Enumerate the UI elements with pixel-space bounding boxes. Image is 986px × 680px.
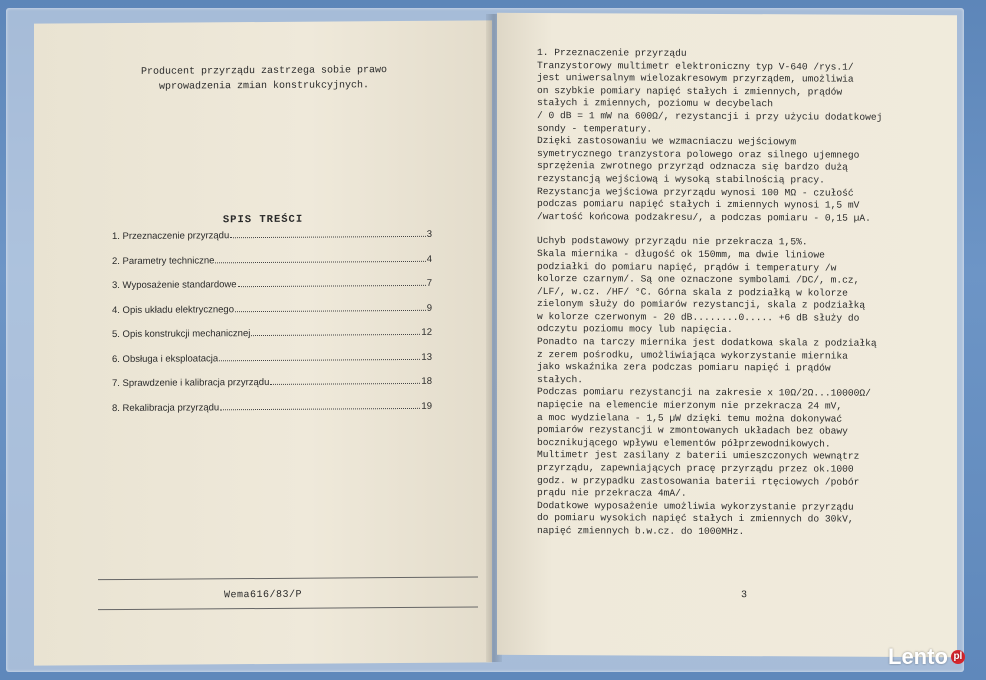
text-line: on szybkie pomiary napięć stałych i zmiennych, prądów bbox=[537, 84, 843, 98]
text-line: Tranzystorowy multimetr elektroniczny typ V-640 /rys.1/ bbox=[537, 59, 854, 73]
text-line: Skala miernika - długość ok 150mm, ma dwie liniowe bbox=[537, 247, 825, 261]
text-line: jest uniwersalnym wielozakresowym przyrządem, umożliwia bbox=[537, 72, 854, 85]
toc-leader-dots bbox=[235, 309, 426, 311]
text-line: /LF/, w.cz. /HF/ °C. Górna skala z podziałką w kolorze bbox=[537, 285, 848, 299]
text-line: stałych. bbox=[537, 373, 584, 386]
text-line: godz. w przypadku zastosowania baterii rtęciowych /pobór bbox=[537, 474, 860, 488]
toc-item-title: 3. Wyposażenie standardowe bbox=[112, 279, 237, 292]
text-line: Podczas pomiaru rezystancji na zakresie x 10Ω/2Ω...10000Ω/ bbox=[537, 386, 871, 400]
toc-item-title: 5. Opis konstrukcji mechanicznej bbox=[112, 328, 251, 341]
text-line: symetrycznego tranzystora polowego oraz silnego ujemnego bbox=[537, 147, 860, 161]
text-line: prądu nie przekracza 4mA/. bbox=[537, 487, 687, 499]
toc-item bbox=[112, 376, 432, 403]
text-line: napięć zmiennych b.w.cz. do 1000MHz. bbox=[537, 524, 745, 538]
toc-leader-dots bbox=[230, 236, 425, 238]
text-line: zielonym służy do pomiarów rezystancji, skala z podziałką bbox=[537, 298, 866, 312]
text-line: podczas pomiaru napięć stałych i zmiennych wynosi 1,5 mV bbox=[537, 198, 860, 211]
page-number: 3 bbox=[741, 590, 748, 602]
text-line: z zerem pośrodku, umożliwiająca wykorzystanie miernika bbox=[537, 348, 848, 362]
text-line: odczytu poziomu mocy lub napięcia. bbox=[537, 323, 733, 336]
text-line: / 0 dB = 1 mW na 600Ω/, rezystancji i przy użyciu dodatkowej bbox=[537, 109, 883, 123]
toc-leader-dots bbox=[270, 383, 420, 385]
text-line: Dzięki zastosowaniu we wzmacniaczu wejściowym bbox=[537, 135, 797, 148]
toc-item bbox=[112, 400, 432, 427]
toc-item bbox=[112, 229, 432, 256]
footer-rule-top bbox=[98, 576, 478, 580]
toc-item-page: 3 bbox=[426, 228, 432, 240]
toc-leader-dots bbox=[238, 285, 426, 287]
text-line: sondy - temperatury. bbox=[537, 122, 653, 135]
toc-item-page: 4 bbox=[426, 253, 432, 265]
body-text bbox=[537, 47, 942, 540]
toc-item-title: 6. Obsługa i eksploatacja bbox=[112, 352, 219, 365]
right-page bbox=[497, 13, 957, 657]
toc-item bbox=[112, 302, 432, 329]
toc-item-title: 1. Przeznaczenie przyrządu bbox=[112, 230, 230, 243]
text-line: w kolorze czerwonym - 20 dB........0..... +6 dB służy do bbox=[537, 310, 860, 324]
lento-logo-text: Lento bbox=[888, 644, 948, 669]
table-of-contents bbox=[112, 229, 432, 427]
text-line: sprzężenia zwrotnego przyrząd odznacza się bardzo dużą bbox=[537, 160, 848, 173]
toc-leader-dots bbox=[215, 260, 425, 262]
footer-rule-bottom bbox=[98, 606, 478, 610]
text-line: rezystancją wejściową i wysoką stabilnością pracy. bbox=[537, 172, 825, 186]
text-line: /wartość końcowa podzakresu/, a podczas pomiaru - 0,15 µA. bbox=[537, 210, 871, 224]
text-line: Rezystancja wejściowa przyrządu wynosi 100 MΩ - czułość bbox=[537, 185, 854, 199]
text-line: Ponadto na tarczy miernika jest dodatkowa skala z podziałką bbox=[537, 336, 877, 349]
toc-item bbox=[112, 253, 432, 280]
text-line: a moc wydzielana - 1,5 µW dzięki temu można dokonywać bbox=[537, 411, 843, 425]
toc-item-title: 8. Rekalibracja przyrządu bbox=[112, 401, 220, 414]
section-heading: 1. Przeznaczenie przyrządu bbox=[537, 47, 687, 59]
text-line: podziałki do pomiaru napięć, prądów i temperatury /w bbox=[537, 260, 837, 274]
lento-watermark bbox=[888, 644, 965, 670]
toc-item-page: 7 bbox=[426, 277, 432, 289]
text-line: jako wskaźnika zera podczas pomiaru napięć i prądów bbox=[537, 361, 831, 374]
toc-item-title: 2. Parametry techniczne bbox=[112, 254, 215, 267]
toc-item-page: 9 bbox=[426, 302, 432, 314]
toc-item bbox=[112, 327, 432, 354]
lento-logo-dot: pl bbox=[951, 650, 965, 664]
left-page bbox=[34, 20, 492, 665]
toc-item bbox=[112, 351, 432, 378]
text-line: bocznikującego wpływu elementów półprzewodnikowych. bbox=[537, 436, 831, 450]
manufacturer-notice: Producent przyrządu zastrzega sobie prawo wprowadzenia zmian konstrukcyjnych. bbox=[140, 65, 388, 93]
toc-item-page: 19 bbox=[421, 400, 432, 412]
text-line: Dodatkowe wyposażenie umożliwia wykorzystanie przyrządu bbox=[537, 499, 854, 513]
toc-item bbox=[112, 278, 432, 305]
toc-item-page: 12 bbox=[421, 326, 432, 338]
text-line: Uchyb podstawowy przyrządu nie przekracza 1,5%. bbox=[537, 235, 808, 248]
footer-code: Wema616/83/P bbox=[223, 589, 302, 602]
toc-item-page: 18 bbox=[421, 375, 432, 387]
text-line: kolorze czarnym/. Są one oznaczone symbolami /DC/, m.cz, bbox=[537, 273, 860, 286]
toc-item-title: 4. Opis układu elektrycznego bbox=[112, 303, 234, 316]
toc-leader-dots bbox=[220, 407, 420, 409]
toc-leader-dots bbox=[219, 358, 420, 360]
toc-leader-dots bbox=[251, 334, 420, 336]
toc-title: SPIS TREŚCI bbox=[222, 213, 304, 227]
text-line: napięcie na elemencie mierzonym nie przekracza 24 mV, bbox=[537, 399, 843, 412]
text-line: Multimetr jest zasilany z baterii umieszczonych wewnątrz bbox=[537, 449, 860, 463]
text-line: stałych i zmiennych, poziomu w decybelach bbox=[537, 97, 774, 110]
toc-item-title: 7. Sprawdzenie i kalibracja przyrządu bbox=[112, 376, 270, 390]
text-line: do pomiaru wysokich napięć stałych i zmiennych do 30kV, bbox=[537, 512, 854, 526]
toc-item-page: 13 bbox=[421, 351, 432, 363]
text-line: przyrządu, zapewniających pracę przyrządu przez ok.1000 bbox=[537, 462, 854, 475]
text-line: pomiarów rezystancji w zmontowanych układach bez obawy bbox=[537, 424, 848, 437]
